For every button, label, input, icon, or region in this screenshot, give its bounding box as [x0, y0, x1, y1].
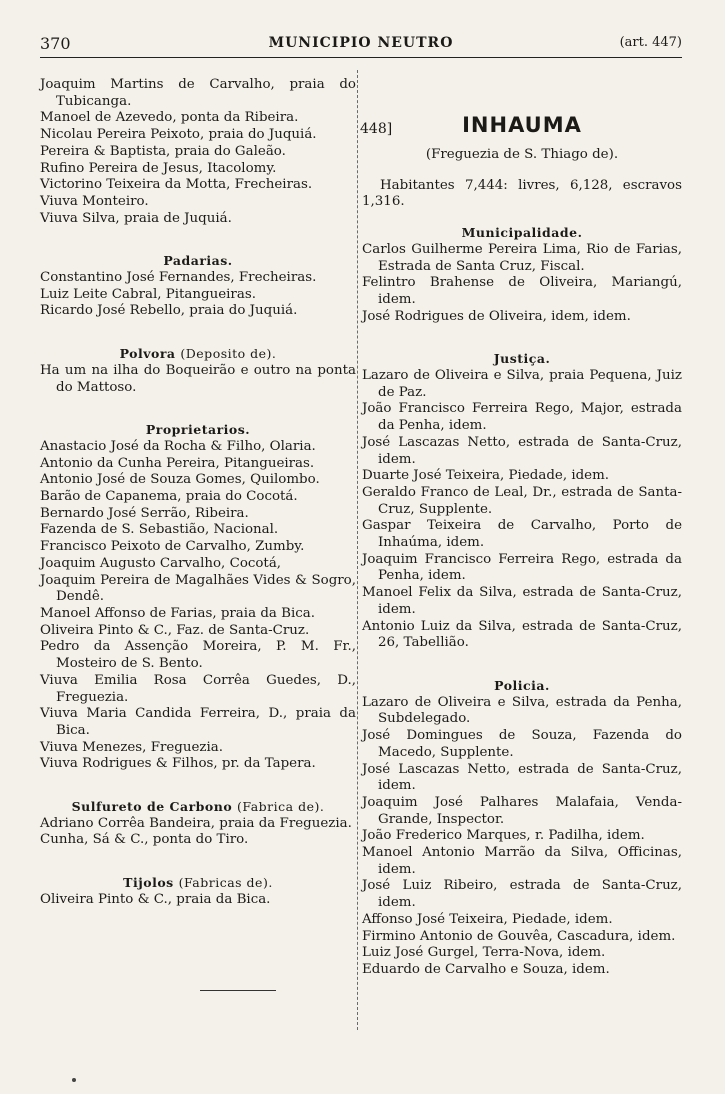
- list-item: Joaquim Martins de Carvalho, praia do Tubicanga.: [40, 77, 356, 109]
- section-heading-padarias: Padarias.: [163, 253, 233, 269]
- section-note: (Deposito de).: [180, 346, 277, 362]
- article-heading: [360, 113, 682, 143]
- list-item: João Francisco Ferreira Rego, Major, estrada da Penha, idem.: [362, 401, 682, 434]
- list-item: Luiz Leite Cabral, Pitangueiras.: [40, 286, 256, 302]
- list-item: Joaquim Augusto Carvalho, Cocotá,: [40, 555, 282, 571]
- list-item: Cunha, Sá & C., ponta do Tiro.: [40, 832, 249, 848]
- section-title: Polvora: [119, 346, 176, 362]
- section-title: Tijolos: [123, 875, 174, 891]
- section-end-rule: [200, 990, 276, 991]
- section-heading-sulfureto: [40, 799, 356, 816]
- list-item: Viuva Silva, praia de Juquiá.: [40, 210, 232, 226]
- ink-speck: [72, 1078, 76, 1082]
- list-item: Oliveira Pinto & C., Faz. de Santa-Cruz.: [40, 622, 310, 638]
- section-heading-tijolos: [40, 875, 356, 892]
- list-item: Carlos Guilherme Pereira Lima, Rio de Farias, Estrada de Santa Cruz, Fiscal.: [362, 241, 682, 274]
- article-reference: (art. 447): [619, 35, 682, 50]
- list-item: Duarte José Teixeira, Piedade, idem.: [362, 468, 610, 484]
- header-rule: [40, 57, 682, 58]
- list-item: João Frederico Marques, r. Padilha, idem.: [362, 828, 645, 844]
- column-divider: [357, 70, 358, 1030]
- list-item: Adriano Corrêa Bandeira, praia da Freguezia.: [40, 815, 352, 831]
- list-item: Manoel Affonso de Farias, praia da Bica.: [40, 605, 315, 621]
- section-heading-policia: Policia.: [494, 677, 550, 693]
- list-item: Joaquim Francisco Ferreira Rego, estrada da Penha, idem.: [362, 551, 682, 584]
- list-item: José Lascazas Netto, estrada de Santa-Cruz, idem.: [362, 761, 682, 794]
- list-item: Bernardo José Serrão, Ribeira.: [40, 505, 249, 521]
- list-item: Pereira & Baptista, praia do Galeão.: [40, 143, 286, 159]
- left-column: [40, 77, 356, 909]
- list-item: Affonso José Teixeira, Piedade, idem.: [362, 911, 613, 927]
- list-item: Lazaro de Oliveira e Silva, praia Pequena, Juiz de Paz.: [362, 368, 682, 400]
- inhabitants-line: Habitantes 7,444: livres, 6,128, escravos 1,316.: [362, 177, 682, 210]
- list-item: Luiz José Gurgel, Terra-Nova, idem.: [362, 945, 606, 961]
- list-item: José Lascazas Netto, estrada de Santa-Cruz, idem.: [362, 434, 682, 467]
- page-header: [40, 34, 682, 56]
- list-item: Barão de Capanema, praia do Cocotá.: [40, 489, 298, 505]
- list-item: Antonio José de Souza Gomes, Quilombo.: [40, 472, 320, 488]
- section-heading-proprietarios: Proprietarios.: [145, 422, 251, 438]
- page-number: 370: [40, 34, 71, 53]
- list-item: Oliveira Pinto & C., praia da Bica.: [40, 891, 271, 907]
- list-item: Constantino José Fernandes, Frecheiras.: [40, 270, 317, 286]
- list-item: Pedro da Assenção Moreira, P. M. Fr., Mosteiro de S. Bento.: [40, 639, 356, 672]
- list-item: Geraldo Franco de Leal, Dr., estrada de Santa-Cruz, Supplente.: [362, 484, 682, 517]
- list-item: Eduardo de Carvalho e Souza, idem.: [362, 961, 610, 977]
- list-item: Antonio da Cunha Pereira, Pitangueiras.: [40, 455, 315, 471]
- list-item: Manoel de Azevedo, ponta da Ribeira.: [40, 110, 299, 126]
- list-item: Fazenda de S. Sebastião, Nacional.: [40, 522, 279, 538]
- section-heading-justica: Justiça.: [493, 351, 551, 367]
- right-column: [360, 113, 682, 979]
- list-item: José Luiz Ribeiro, estrada de Santa-Cruz, idem.: [362, 878, 682, 911]
- list-item: Anastacio José da Rocha & Filho, Olaria.: [40, 438, 316, 454]
- list-item: Gaspar Teixeira de Carvalho, Porto de Inhaúma, idem.: [362, 518, 682, 551]
- article-number: 448]: [360, 121, 393, 137]
- list-item: Viuva Emilia Rosa Corrêa Guedes, D., Freguezia.: [40, 672, 356, 705]
- list-item: Francisco Peixoto de Carvalho, Zumby.: [40, 539, 305, 555]
- list-item: Manoel Felix da Silva, estrada de Santa-Cruz, idem.: [362, 585, 682, 617]
- list-item: Rufino Pereira de Jesus, Itacolomy.: [40, 160, 277, 176]
- list-item: Viuva Menezes, Freguezia.: [40, 739, 224, 755]
- running-title: MUNICIPIO NEUTRO: [268, 35, 454, 51]
- list-item: José Rodrigues de Oliveira, idem, idem.: [362, 308, 631, 324]
- list-item: Victorino Teixeira da Motta, Frecheiras.: [40, 177, 313, 193]
- list-item: Nicolau Pereira Peixoto, praia do Juquiá.: [40, 127, 317, 143]
- list-item: Firmino Antonio de Gouvêa, Cascadura, idem.: [362, 928, 676, 944]
- list-item: Ha um na ilha do Boqueirão e outro na ponta do Mattoso.: [40, 362, 356, 395]
- list-item: Viuva Maria Candida Ferreira, D., praia da Bica.: [40, 706, 356, 738]
- list-item: Felintro Brahense de Oliveira, Mariangú, idem.: [362, 275, 682, 307]
- intro-list: [40, 77, 356, 227]
- section-note: (Fabricas de).: [178, 875, 273, 891]
- list-item: José Domingues de Souza, Fazenda do Macedo, Supplente.: [362, 728, 682, 760]
- parish-subtitle: (Freguezia de S. Thiago de).: [425, 147, 619, 162]
- list-item: Antonio Luiz da Silva, estrada de Santa-Cruz, 26, Tabellião.: [362, 618, 682, 651]
- list-item: Joaquim José Palhares Malafaia, Venda-Grande, Inspector.: [362, 794, 682, 827]
- list-item: Lazaro de Oliveira e Silva, estrada da Penha, Subdelegado.: [362, 694, 682, 727]
- list-item: Viuva Monteiro.: [40, 193, 149, 209]
- section-note: (Fabrica de).: [237, 799, 325, 815]
- section-heading-polvora: [40, 346, 356, 363]
- article-title: INHAUMA: [462, 113, 582, 137]
- list-item: Viuva Rodrigues & Filhos, pr. da Tapera.: [40, 756, 316, 772]
- list-item: Joaquim Pereira de Magalhães Vides & Sogro, Dendê.: [40, 572, 356, 605]
- list-item: Manoel Antonio Marrão da Silva, Officinas, idem.: [362, 845, 682, 877]
- list-item: Ricardo José Rebello, praia do Juquiá.: [40, 303, 298, 319]
- section-title: Sulfureto de Carbono: [71, 799, 233, 815]
- section-heading-municipalidade: Municipalidade.: [461, 225, 583, 241]
